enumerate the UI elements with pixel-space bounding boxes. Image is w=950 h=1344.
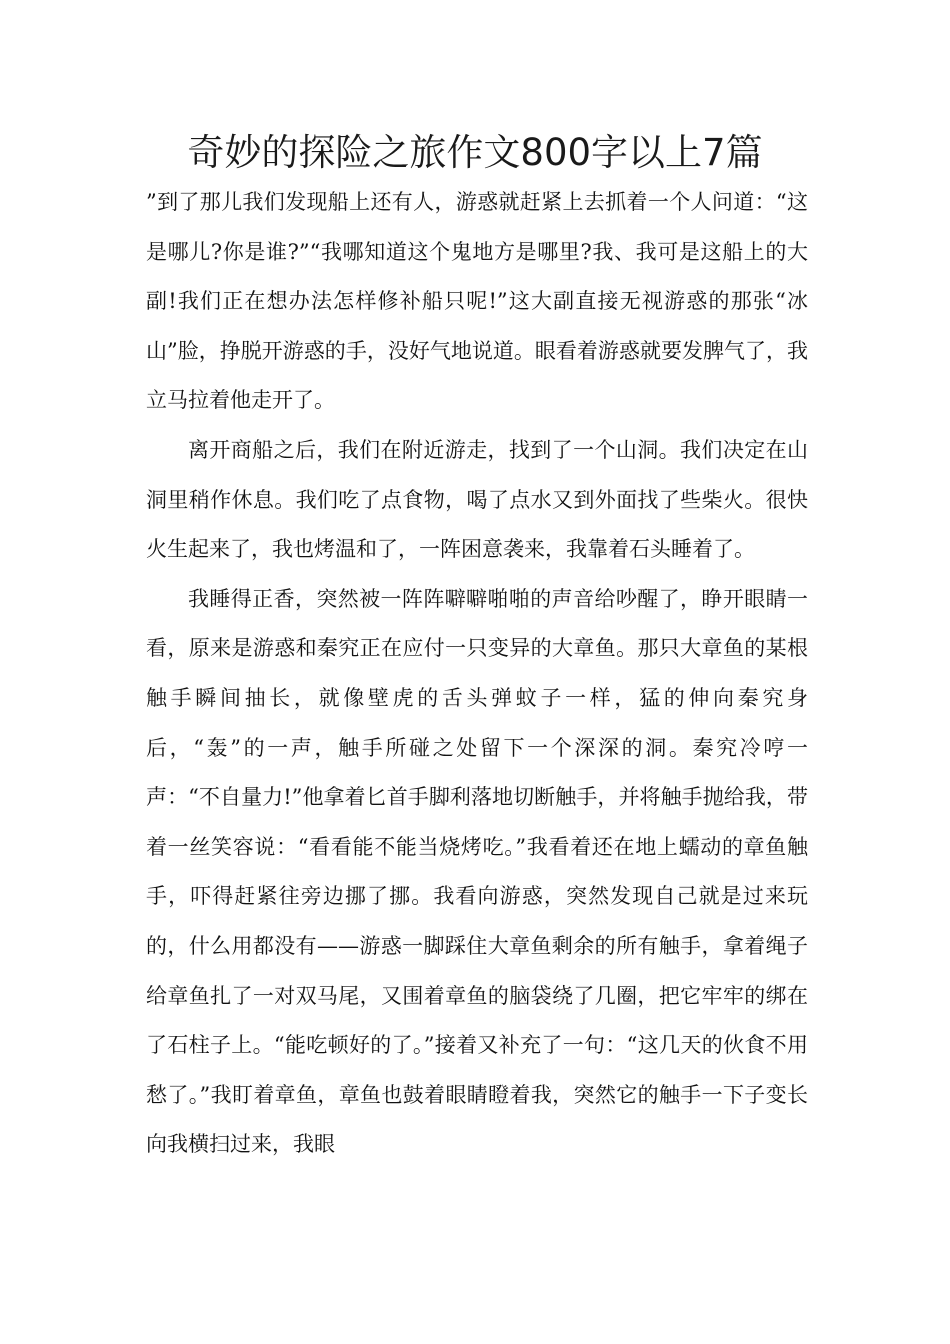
paragraph-3: 我睡得正香，突然被一阵阵噼噼啪啪的声音给吵醒了，睁开眼睛一看，原来是游惑和秦究正在应付一只变异的大章鱼。那只大章鱼的某根触手瞬间抽长，就像壁虎的舌头弹蚊子一样，猛的伸向秦究身后，“轰”的一声，触手所碰之处留下一个深深的洞。秦究冷哼一声：“不自量力!”他拿着匕首手脚利落地切断触手，并将触手抛给我，带着一丝笑容说：“看看能不能当烧烤吃。”我看着还在地上蠕动的章鱼触手，吓得赶紧往旁边挪了挪。我看向游惑，突然发现自己就是过来玩的，什么用都没有——游惑一脚踩住大章鱼剩余的所有触手，拿着绳子给章鱼扎了一对双马尾，又围着章鱼的脑袋绕了几圈，把它牢牢的绑在了石柱子上。“能吃顿好的了。”接着又补充了一句：“这几天的伙食不用愁了。”我盯着章鱼，章鱼也鼓着眼睛瞪着我，突然它的触手一下子变长向我横扫过来，我眼 [146,586,808,1157]
document-title: 奇妙的探险之旅作文800字以上7篇 [187,131,763,174]
paragraph-2: 离开商船之后，我们在附近游走，找到了一个山洞。我们决定在山洞里稍作休息。我们吃了点食物，喝了点水又到外面找了些柴火。很快火生起来了，我也烤温和了，一阵困意袭来，我靠着石头睡着了。 [146,437,808,562]
document-body [146,178,808,1170]
paragraph-1: ”到了那儿我们发现船上还有人，游惑就赶紧上去抓着一个人问道：“这是哪儿?你是谁?”“我哪知道这个鬼地方是哪里?我、我可是这船上的大副!我们正在想办法怎样修补船只呢!”这大副直接无视游惑的那张“冰山”脸，挣脱开游惑的手，没好气地说道。眼看着游惑就要发脾气了，我立马拉着他走开了。 [146,190,808,413]
